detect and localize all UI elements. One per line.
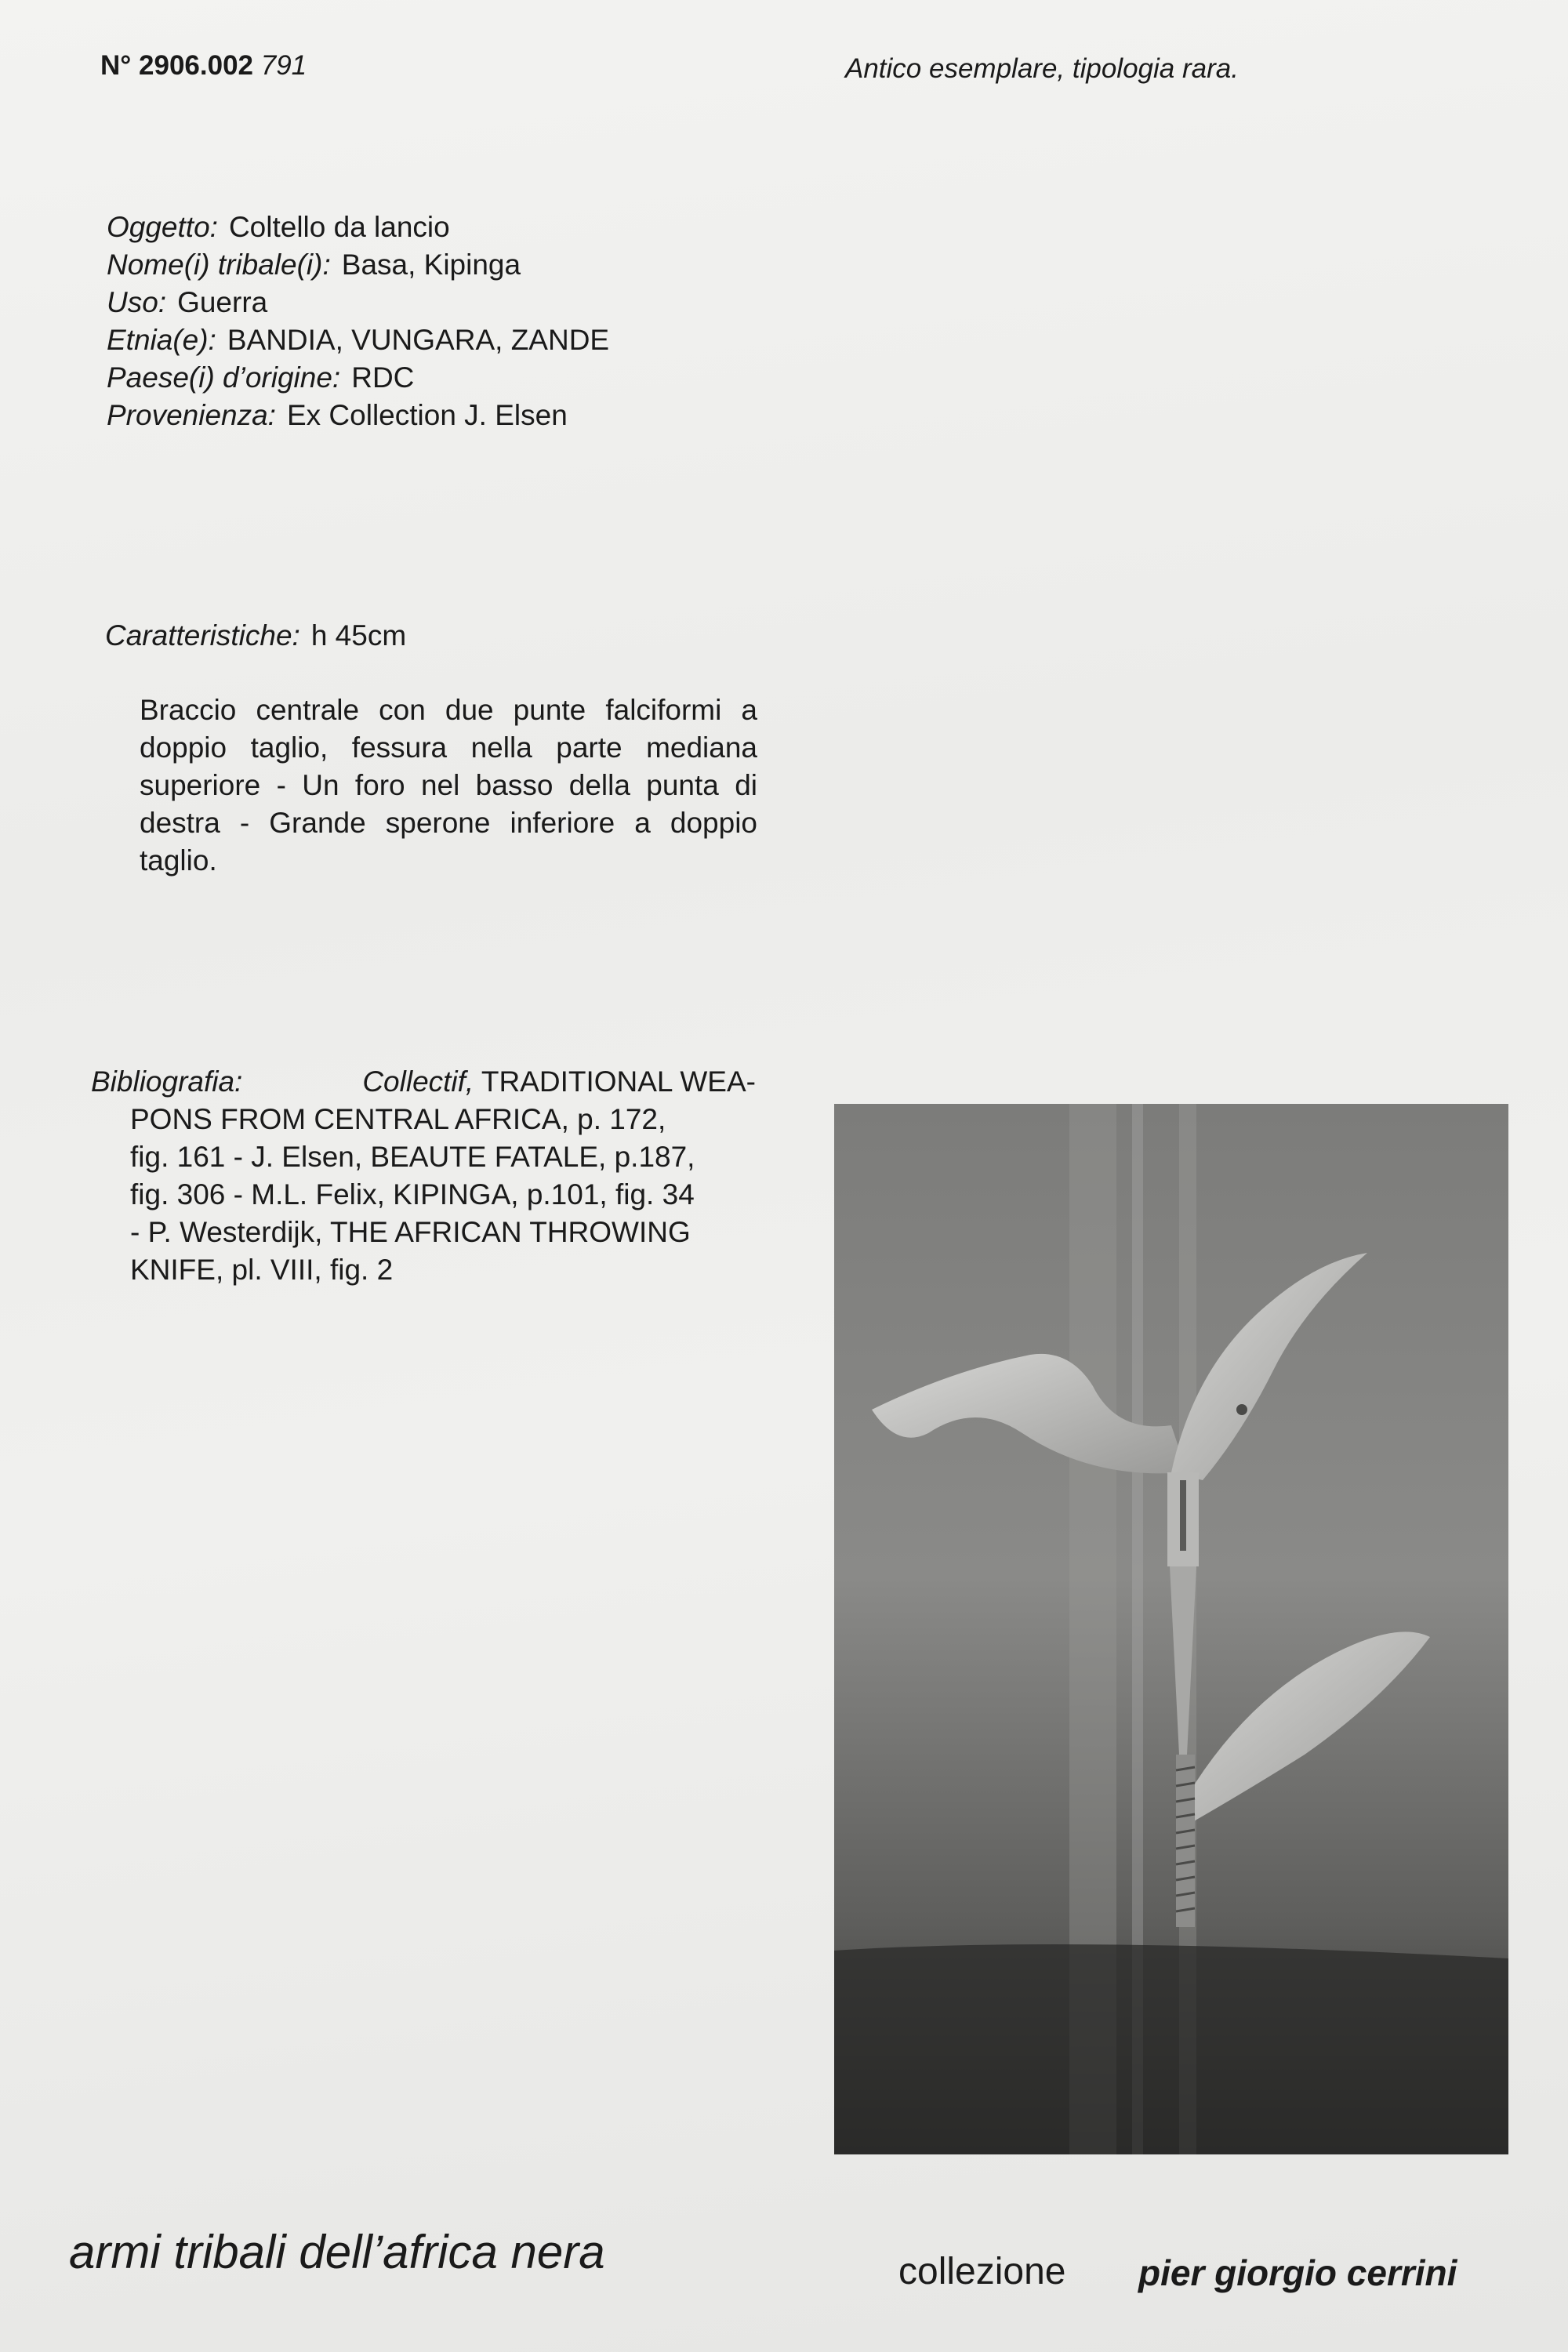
item-number — [100, 50, 307, 82]
item-number-code: 2906.002 — [139, 50, 253, 81]
field-row — [107, 209, 609, 246]
field-value: Guerra — [177, 286, 268, 318]
field-row — [107, 284, 609, 321]
field-label: Uso: — [107, 286, 167, 318]
header-note: Antico esemplare, tipologia rara. — [845, 53, 1239, 84]
characteristics-value: h 45cm — [310, 619, 407, 652]
item-number-sub: 791 — [260, 50, 307, 81]
blade-hole — [1236, 1404, 1247, 1415]
throwing-knife-illustration — [834, 1104, 1508, 2154]
footer-collector-name: pier giorgio cerrini — [1138, 2252, 1457, 2293]
bibliography — [91, 1063, 756, 1289]
bibliography-line: PONS FROM CENTRAL AFRICA, p. 172, — [130, 1103, 666, 1135]
characteristics-heading — [105, 619, 406, 652]
field-value: Coltello da lancio — [228, 211, 450, 243]
central-slot — [1180, 1480, 1186, 1551]
field-value: Ex Collection J. Elsen — [286, 399, 568, 431]
bibliography-line: fig. 161 - J. Elsen, BEAUTE FATALE, p.187, — [130, 1141, 695, 1173]
bibliography-line: - P. Westerdijk, THE AFRICAN THROWING — [130, 1216, 691, 1248]
field-label: Oggetto: — [107, 211, 218, 243]
field-label: Paese(i) d’origine: — [107, 361, 341, 394]
field-row — [107, 397, 609, 434]
field-value: RDC — [351, 361, 415, 394]
field-row — [107, 246, 609, 284]
field-row — [107, 321, 609, 359]
field-label: Nome(i) tribale(i): — [107, 249, 331, 281]
bibliography-first-entry — [362, 1063, 756, 1101]
field-value: Basa, Kipinga — [341, 249, 521, 281]
object-fields — [107, 209, 609, 434]
field-row — [107, 359, 609, 397]
photo-shadow — [834, 1944, 1508, 2154]
bibliography-line: KNIFE, pl. VIII, fig. 2 — [130, 1254, 394, 1286]
characteristics-label: Caratteristiche: — [105, 619, 300, 652]
item-number-prefix: N° — [100, 50, 132, 81]
characteristics-description: Braccio centrale con due punte falciformi a doppio taglio, fessura nella parte mediana superiore - Un foro nel basso della punta di destra - Grande sperone inferiore a doppio taglio. — [140, 694, 757, 877]
handle — [1176, 1755, 1195, 1927]
bibliography-continuation — [91, 1101, 756, 1289]
field-value: BANDIA, VUNGARA, ZANDE — [227, 324, 610, 356]
bibliography-label: Bibliografia: — [91, 1065, 243, 1098]
bibliography-line: fig. 306 - M.L. Felix, KIPINGA, p.101, fig. 34 — [130, 1178, 695, 1210]
footer-series-title: armi tribali dell’africa nera — [69, 2226, 605, 2278]
bibliography-author: Collectif, — [362, 1065, 474, 1098]
bibliography-title-start: TRADITIONAL WEA- — [481, 1065, 756, 1098]
field-label: Provenienza: — [107, 399, 276, 431]
footer-collection-label: collezione — [898, 2251, 1066, 2292]
field-label: Etnia(e): — [107, 324, 216, 356]
knife-photo — [834, 1104, 1508, 2154]
bibliography-first-line — [91, 1063, 756, 1101]
